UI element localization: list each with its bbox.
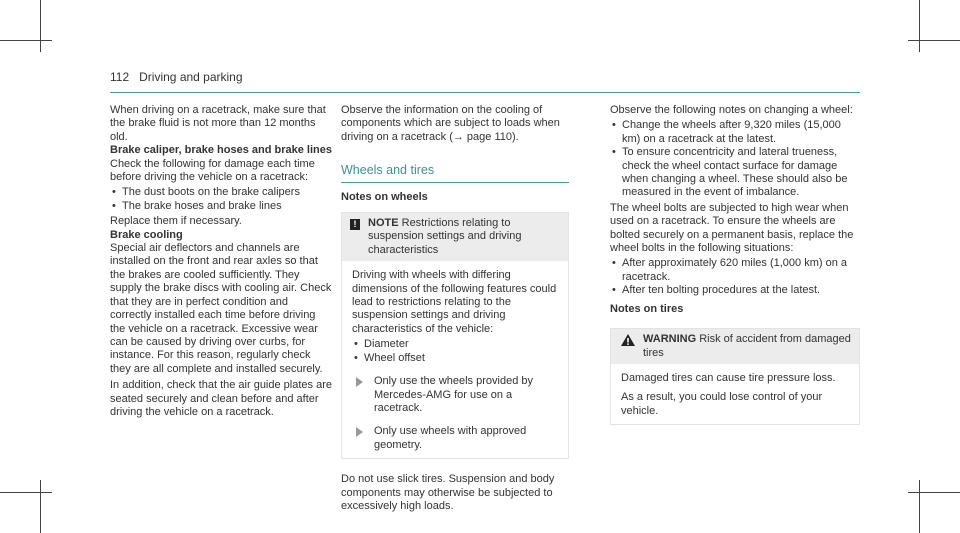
- warning-label: WARNING: [643, 333, 697, 346]
- instruction-step: [352, 375, 558, 415]
- heading-notes-on-tires: Notes on tires: [610, 302, 684, 315]
- column-3: [610, 104, 860, 425]
- step-text: Only use the wheels provided by Mercedes-AMG for use on a racetrack.: [374, 375, 533, 414]
- bullet-list: [110, 186, 332, 213]
- warning-header: [611, 329, 859, 364]
- note-body: [342, 261, 568, 458]
- warning-text: As a result, you could lose control of your vehicle.: [621, 391, 823, 417]
- exclamation-icon: !: [350, 219, 360, 230]
- note-bullets: [352, 338, 558, 365]
- crop-mark: [908, 492, 960, 493]
- warning-triangle-icon: [621, 334, 635, 346]
- crop-mark: [919, 0, 920, 52]
- note-label: NOTE: [368, 217, 399, 230]
- note-heading: Restrictions relating to suspension settings and driving characteristics: [368, 217, 522, 256]
- paragraph: Observe the following notes on changing a wheel:: [610, 104, 853, 116]
- section-heading-wheels-tires: Wheels and tires: [341, 164, 569, 182]
- heading-brake-cooling: Brake cooling: [110, 228, 183, 241]
- note-title: [368, 217, 560, 257]
- warning-text: Damaged tires can cause tire pressure loss.: [621, 371, 836, 384]
- crop-mark: [40, 480, 41, 533]
- list-item: • After approximately 620 miles (1,000 km) on a racetrack.: [610, 257, 860, 284]
- warning-body: [611, 364, 859, 424]
- note-box: [341, 212, 569, 459]
- bullet-list: [610, 119, 860, 199]
- warning-heading: Risk of accident from damaged tires: [643, 333, 851, 359]
- list-item: • After ten bolting procedures at the latest.: [610, 284, 860, 297]
- page-header: [110, 70, 860, 93]
- intro-text: When driving on a racetrack, make sure that the brake fluid is not more than 12 months old.: [110, 104, 326, 143]
- paragraph: The wheel bolts are subjected to high wear when used on a racetrack. To ensure the wheels are bolted securely on a permanent basis, replace the wheel bolts in the following situations:: [610, 201, 854, 255]
- note-text: Driving with wheels with differing dimensions of the following features could lead to restrictions relating to the suspension settings and driving characteristics of the vehicle:: [352, 269, 557, 335]
- bullet-list: [610, 257, 860, 297]
- paragraph: Observe the information on the cooling of components which are subject to loads when driving on a racetrack (→ page 110).: [341, 104, 560, 143]
- warning-title: [643, 333, 851, 360]
- column-1: [110, 104, 332, 419]
- list-item: • The dust boots on the brake calipers: [110, 186, 332, 199]
- paragraph: Special air deflectors and channels are installed on the front and rear axles so that the brakes are cooled sufficiently. They supply the brake discs with cooling air. Check that they are in perfect condition and correctly installed each time before driving the vehicle on a racetrack. Excessive wear can be caused by driving over curbs, for instance. For this reason, regularly check they are all complete and installed securely.: [110, 242, 332, 375]
- instruction-step: [352, 425, 558, 452]
- crop-mark: [919, 480, 920, 533]
- paragraph: Replace them if necessary.: [110, 215, 242, 228]
- list-item: • The brake hoses and brake lines: [110, 200, 332, 213]
- crop-mark: [40, 0, 41, 52]
- heading-brake-caliper: Brake caliper, brake hoses and brake lines: [110, 144, 332, 157]
- arrow-icon: [356, 427, 363, 437]
- warning-box: [610, 328, 860, 425]
- column-2: [341, 104, 569, 513]
- paragraph: Check the following for damage each time before driving the vehicle on a racetrack:: [110, 157, 315, 184]
- paragraph: In addition, check that the air guide plates are seated securely and clean before and after driving the vehicle on a racetrack.: [110, 379, 332, 418]
- section-title: Driving and parking: [139, 70, 243, 84]
- crop-mark: [0, 40, 52, 41]
- list-item: • Diameter: [352, 338, 558, 351]
- step-text: Only use wheels with approved geometry.: [374, 425, 527, 451]
- list-item: • To ensure concentricity and lateral trueness, check the wheel contact surface for damage when changing a wheel. These should also be measured in the event of imbalance.: [610, 146, 860, 200]
- crop-mark: [908, 40, 960, 41]
- paragraph: Do not use slick tires. Suspension and body components may otherwise be subjected to excessively high loads.: [341, 473, 555, 512]
- arrow-icon: [356, 377, 363, 387]
- heading-notes-on-wheels: Notes on wheels: [341, 190, 428, 203]
- note-header: [342, 213, 568, 261]
- list-item: • Change the wheels after 9,320 miles (15,000 km) on a racetrack at the latest.: [610, 119, 860, 146]
- crop-mark: [0, 492, 52, 493]
- page-number: 112: [110, 70, 130, 84]
- list-item: • Wheel offset: [352, 352, 558, 365]
